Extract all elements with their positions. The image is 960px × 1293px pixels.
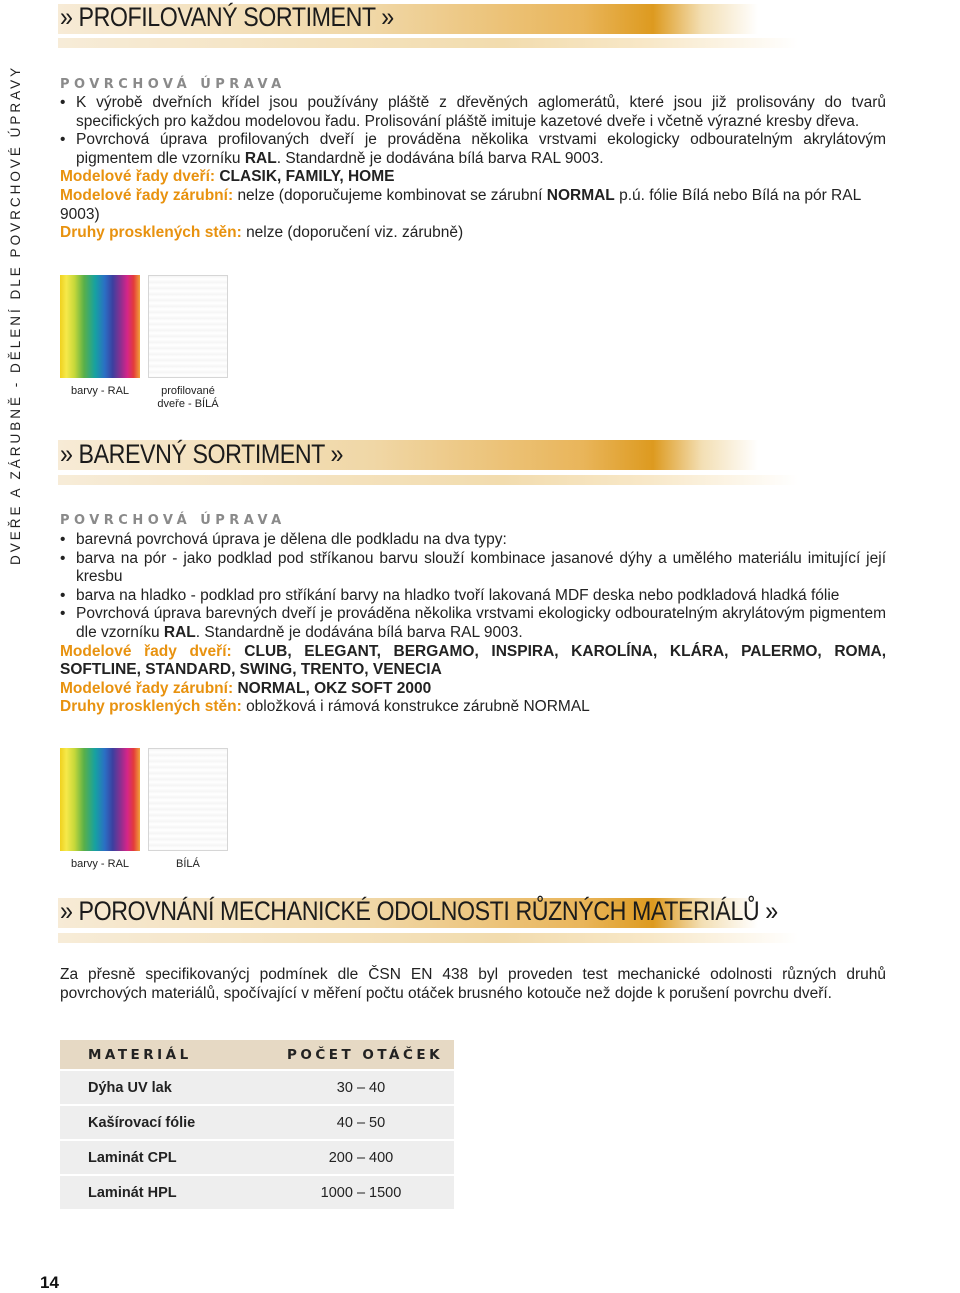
swatch-label: barvy - RAL: [70, 858, 130, 870]
table-cell-material: Laminát HPL: [60, 1174, 259, 1209]
swatch-label: profilované dveře - BÍLÁ: [157, 385, 219, 410]
doors-series-line: Modelové řady dveří: CLUB, ELEGANT, BERGAMO, INSPIRA, KAROLÍNA, KLÁRA, PALERMO, ROMA, SOFTLINE, STANDARD, SWING, TRENTO, VENECIA: [60, 642, 887, 679]
sidebar-vertical-title: DVEŘE A ZÁRUBNĚ - DĚLENÍ DLE POVRCHOVÉ ÚPRAVY: [8, 64, 23, 565]
sub-bullet-item: • barva na pór - jako podklad pod stříkanou barvu slouží kombinace jasanové dýhy a umělého materiálu imitující její kresbu: [60, 550, 886, 587]
swatch-label: barvy - RAL: [70, 385, 130, 397]
doors-series-line: Modelové řady dveří: CLASIK, FAMILY, HOME: [60, 168, 395, 186]
table-cell-material: Laminát CPL: [60, 1139, 259, 1174]
swatch-profiled-white: [148, 275, 228, 378]
table-cell-revolutions: 30 – 40: [259, 1069, 454, 1104]
resistance-table: [60, 1040, 454, 1209]
table-row: [60, 1139, 454, 1174]
table-row: [60, 1104, 454, 1139]
section-label-povrchova-uprava: POVRCHOVÁ ÚPRAVA: [60, 77, 286, 92]
section-title-profilovany: » PROFILOVANÝ SORTIMENT »: [60, 2, 394, 32]
section-band-line: [58, 475, 798, 485]
section-title-porovnani: » POROVNÁNÍ MECHANICKÉ ODOLNOSTI RŮZNÝCH MATERIÁLŮ »: [60, 896, 778, 926]
section-band-line: [58, 933, 798, 943]
frames-series-line: Modelové řady zárubní: nelze (doporučujeme kombinovat se zárubní NORMAL p.ú. fólie Bílá nebo Bílá na pór RAL 9003): [60, 186, 861, 223]
swatch-label: BÍLÁ: [176, 858, 200, 870]
sub-bullet-item: • barva na hladko - podklad pro stříkání barvy na hladko tvoří lakovaná MDF deska nebo podkladová hladká fólie: [60, 587, 886, 606]
bullet-item: • barevná povrchová úprava je dělena dle podkladu na dva typy:: [60, 531, 886, 550]
profilovany-text-block: [60, 94, 886, 243]
table-cell-revolutions: 200 – 400: [259, 1139, 454, 1174]
table-header-revolutions: POČET OTÁČEK: [259, 1040, 454, 1069]
barevny-text-block: [60, 531, 886, 717]
bullet-item: • K výrobě dveřních křídel jsou používány pláště z dřevěných aglomerátů, které jsou již prolisovány do tvarů specifických pro každou modelovou řadu. Prolisování pláště imituje kazetové dveře i včetně výrazné kresby dřeva.: [60, 94, 886, 131]
table-row: [60, 1174, 454, 1209]
bullet-item: • Povrchová úprava barevných dveří je prováděna několika vrstvami ekologicky odbouratelným akrylátovým pigmentem dle vzorníku RAL. Standardně je dodávána bílá barva RAL 9003.: [60, 605, 886, 642]
table-row: [60, 1069, 454, 1104]
swatch-ral-colors: [60, 275, 140, 378]
test-description: Za přesně specifikovanýcj podmínek dle ČSN EN 438 byl proveden test mechanické odolnosti různých druhů povrchových materiálů, spočívající v měření počtu otáček brusného kotouče než dojde k porušení povrchu dveří.: [60, 966, 886, 1002]
section-title-barevny: » BAREVNÝ SORTIMENT »: [60, 439, 344, 469]
table-cell-material: Kašírovací fólie: [60, 1104, 259, 1139]
swatch-ral-colors: [60, 748, 140, 851]
swatch-white: [148, 748, 228, 851]
section-band-line: [58, 38, 798, 48]
bullet-item: • Povrchová úprava profilovaných dveří je prováděna několika vrstvami ekologicky odbouratelným akrylátovým pigmentem dle vzorníku RAL. Standardně je dodávána bílá barva RAL 9003.: [60, 131, 886, 168]
glass-walls-line: Druhy prosklených stěn: nelze (doporučení viz. zárubně): [60, 224, 464, 242]
section-label-povrchova-uprava: POVRCHOVÁ ÚPRAVA: [60, 513, 286, 528]
table-cell-revolutions: 40 – 50: [259, 1104, 454, 1139]
page-number: 14: [40, 1273, 59, 1292]
table-header-material: MATERIÁL: [60, 1040, 259, 1069]
glass-walls-line: Druhy prosklených stěn: obložková i rámová konstrukce zárubně NORMAL: [60, 698, 590, 716]
table-header-row: [60, 1040, 454, 1069]
table-cell-revolutions: 1000 – 1500: [259, 1174, 454, 1209]
frames-series-line: Modelové řady zárubní: NORMAL, OKZ SOFT 2000: [60, 679, 432, 697]
table-cell-material: Dýha UV lak: [60, 1069, 259, 1104]
